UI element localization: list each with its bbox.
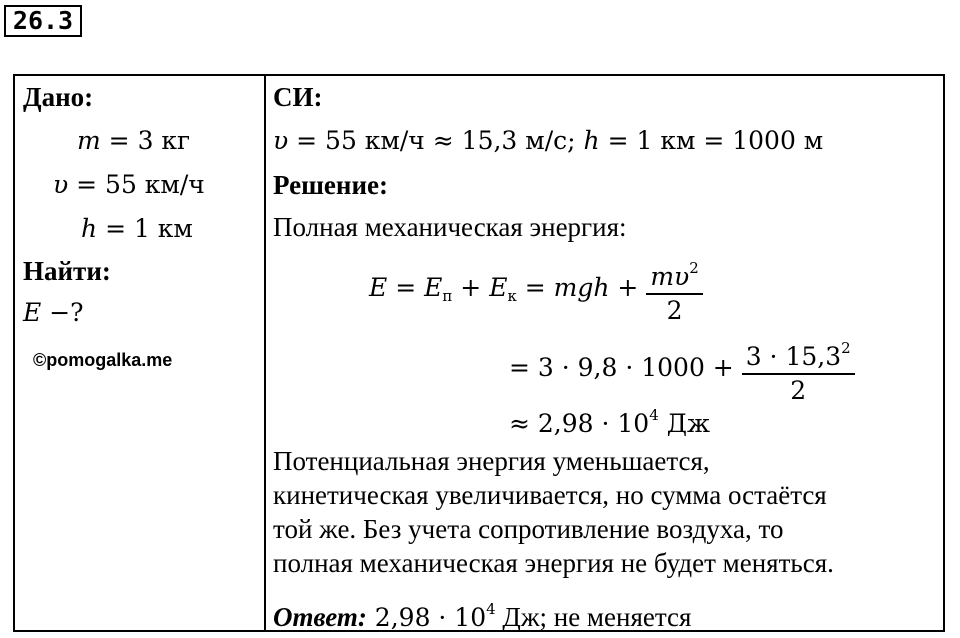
problem-number: 26.3: [4, 5, 82, 37]
explanation-line-3: той же. Без учета сопротивление воздуха, то: [273, 514, 784, 544]
solution-intro: Полная механическая энергия:: [273, 212, 627, 242]
equation-substitution: = 3 · 9,8 · 1000 + $\frac{3 \cdot 15,3^2}{2}$: [509, 332, 855, 407]
find-energy: E −?: [23, 298, 84, 327]
solution-heading: Решение:: [273, 170, 388, 200]
column-divider: [264, 76, 266, 630]
explanation-line-1: Потенциальная энергия уменьшается,: [273, 446, 710, 476]
given-mass: m = 3 кг: [77, 126, 191, 155]
substitution-fraction: $\frac{3 \cdot 15,3^2}{2}$: [742, 332, 855, 407]
solution-table: [13, 74, 945, 632]
kinetic-fraction: $\frac{m\upsilon^2}{2}$: [646, 252, 702, 327]
watermark: ©pomogalka.me: [33, 350, 173, 370]
explanation-line-2: кинетическая увеличивается, но сумма остаётся: [273, 480, 827, 510]
explanation-line-4: полная механическая энергия не будет меняться.: [273, 548, 834, 578]
answer-line: Ответ: $2,98 \cdot 10^4$ Дж; не меняется: [273, 600, 692, 632]
given-heading: Дано:: [23, 82, 94, 112]
equation-result: ≈ $2,98 \cdot 10^4$ Дж: [509, 406, 711, 438]
answer-label: Ответ:: [273, 602, 367, 632]
si-conversion: υ = 55 км/ч ≈ 15,3 м/с; h = 1 км = 1000 м: [273, 126, 824, 155]
find-heading: Найти:: [23, 256, 111, 286]
equation-energy-formula: $E = E_п + E_к$ = mgh + $\frac{m\upsilon^2}{2}$: [369, 252, 703, 327]
si-heading: СИ:: [273, 82, 323, 112]
given-speed: υ = 55 км/ч: [53, 170, 205, 199]
given-height: h = 1 км: [81, 214, 193, 243]
